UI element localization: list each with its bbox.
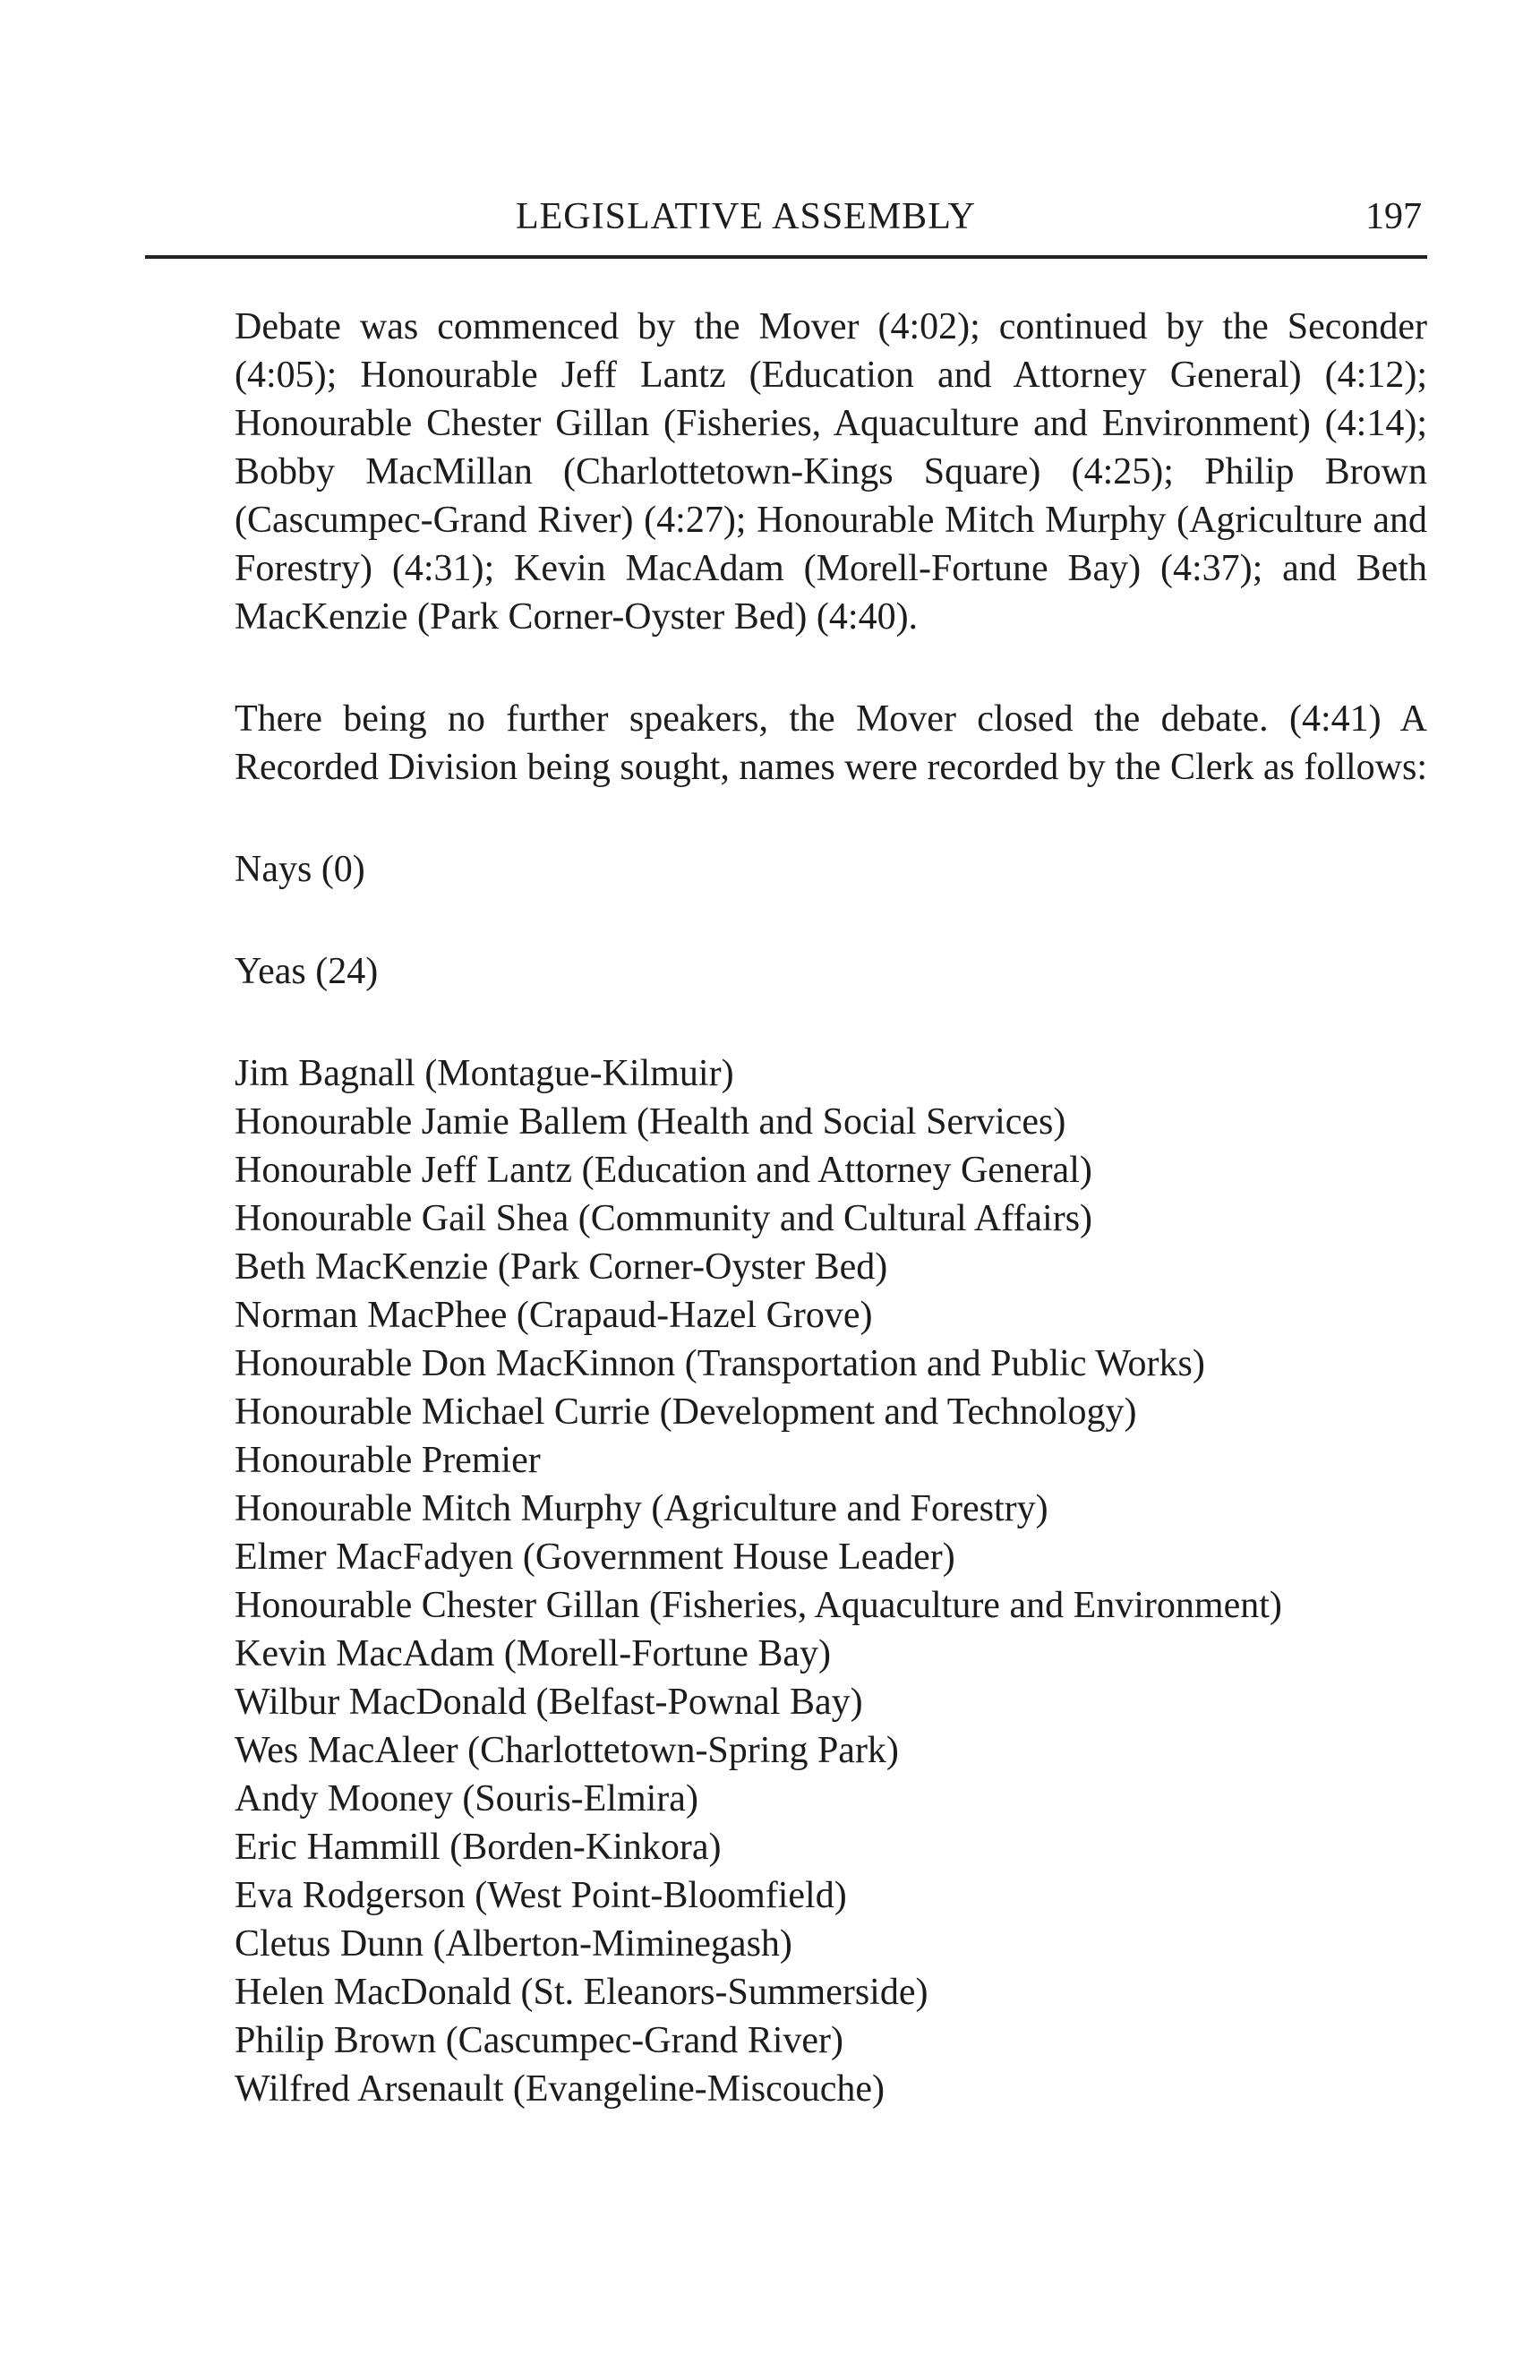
member-list-item: Beth MacKenzie (Park Corner-Oyster Bed) [235,1246,888,1288]
member-list-item: Cletus Dunn (Alberton-Miminegash) [235,1923,792,1965]
member-list-item: Wes MacAleer (Charlottetown-Spring Park) [235,1730,899,1771]
yeas-label: Yeas (24) [235,951,379,992]
nays-label: Nays (0) [235,849,365,890]
member-list-item: Honourable Mitch Murphy (Agriculture and Forestry) [235,1488,1048,1529]
member-list-item: Honourable Michael Currie (Development and Technology) [235,1391,1137,1433]
member-list-item: Eric Hammill (Borden-Kinkora) [235,1827,722,1868]
yeas-member-list [235,1049,1427,2113]
member-list-item: Kevin MacAdam (Morell-Fortune Bay) [235,1633,831,1674]
member-list-item: Honourable Don MacKinnon (Transportation and Public Works) [235,1343,1205,1384]
member-list-item: Helen MacDonald (St. Eleanors-Summerside) [235,1972,928,2013]
member-list-item: Honourable Chester Gillan (Fisheries, Aquaculture and Environment) [235,1585,1282,1626]
member-list-item: Eva Rodgerson (West Point-Bloomfield) [235,1875,847,1916]
member-list-item: Wilfred Arsenault (Evangeline-Miscouche) [235,2068,886,2110]
member-list-item: Honourable Gail Shea (Community and Cultural Affairs) [235,1198,1093,1239]
body-text [235,303,1427,2113]
member-list-item: Honourable Jamie Ballem (Health and Social Services) [235,1101,1066,1143]
page-number: 197 [1365,196,1422,237]
member-list-item: Andy Mooney (Souris-Elmira) [235,1778,698,1819]
debate-paragraph: Debate was commenced by the Mover (4:02); continued by the Seconder (4:05); Honourable Jeff Lantz (Education and Attorney General) (4:12); Honourable Chester Gillan (Fisheries, Aquaculture and Environment) (4:14); Bobby MacMillan (Charlottetown-Kings Square) (4:25); Philip Brown (Cascumpec-Grand River) (4:27); Honourable Mitch Murphy (Agriculture and Forestry) (4:31); Kevin MacAdam (Morell-Fortune Bay) (4:37); and Beth MacKenzie (Park Corner-Oyster Bed) (4:40). [235,306,1427,638]
member-list-item: Wilbur MacDonald (Belfast-Pownal Bay) [235,1682,863,1723]
header-rule [145,255,1427,259]
division-paragraph: There being no further speakers, the Mover closed the debate. (4:41) A Recorded Division being sought, names were recorded by the Clerk as follows: [235,698,1428,788]
member-list-item: Jim Bagnall (Montague-Kilmuir) [235,1053,734,1094]
member-list-item: Elmer MacFadyen (Government House Leader) [235,1537,955,1578]
running-head: LEGISLATIVE ASSEMBLY [516,196,976,237]
member-list-item: Honourable Premier [235,1440,541,1481]
member-list-item: Philip Brown (Cascumpec-Grand River) [235,2020,844,2061]
page-header [145,195,1427,251]
member-list-item: Honourable Jeff Lantz (Education and Attorney General) [235,1150,1092,1191]
member-list-item: Norman MacPhee (Crapaud-Hazel Grove) [235,1295,873,1336]
